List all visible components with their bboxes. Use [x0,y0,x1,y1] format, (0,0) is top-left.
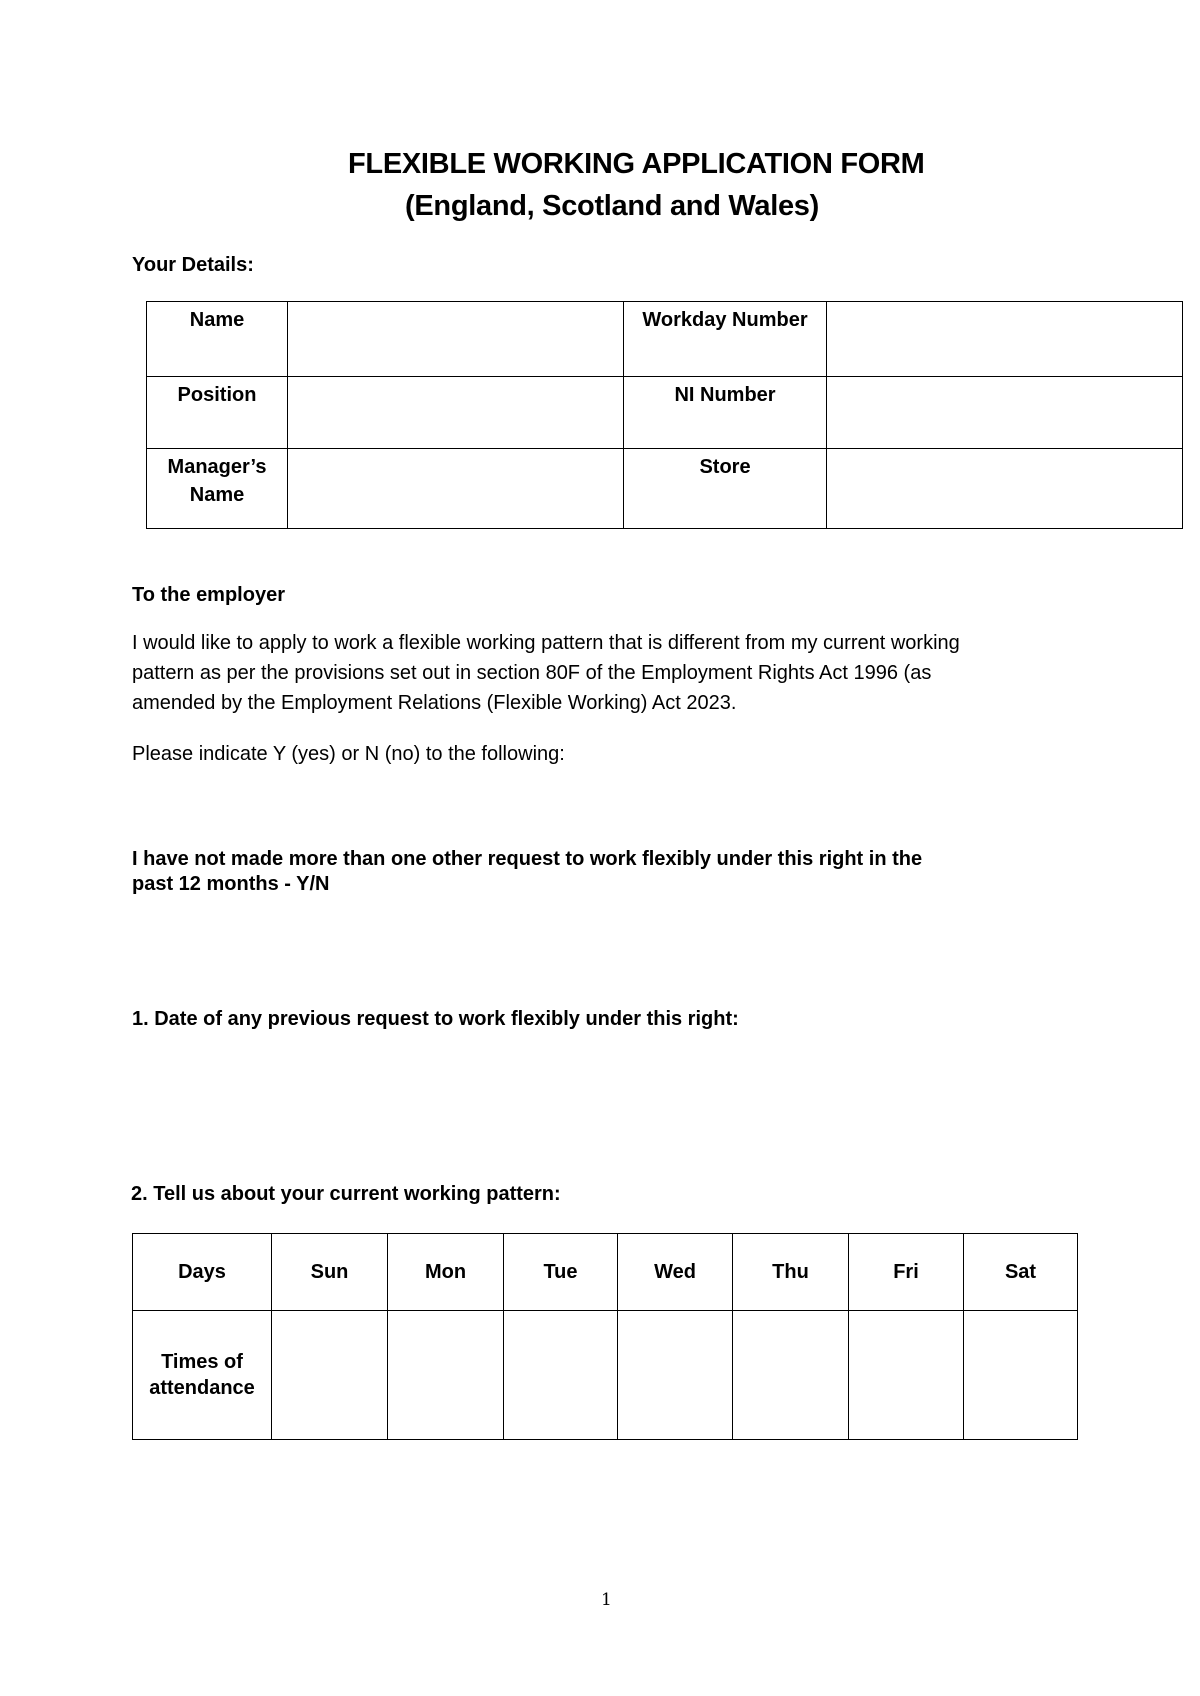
employer-heading: To the employer [132,584,285,606]
times-field-mon[interactable] [388,1311,504,1440]
ni-number-label: NI Number [624,377,827,449]
day-header-thu: Thu [733,1234,849,1311]
yn-instruction: Please indicate Y (yes) or N (no) to the following: [132,743,565,765]
statement-line: past 12 months - Y/N [132,873,330,895]
days-row [133,1234,1078,1311]
page-number: 1 [601,1590,612,1610]
store-label: Store [624,449,827,529]
position-field[interactable] [288,377,624,449]
paragraph-line: pattern as per the provisions set out in section 80F of the Employment Rights Act 1996 (as [132,662,932,684]
question-2-label: 2. Tell us about your current working pattern: [131,1183,561,1205]
position-label: Position [147,377,288,449]
times-field-sat[interactable] [964,1311,1078,1440]
times-field-thu[interactable] [733,1311,849,1440]
times-field-sun[interactable] [272,1311,388,1440]
workday-number-label: Workday Number [624,302,827,377]
times-row [133,1311,1078,1440]
details-row [147,377,1183,449]
details-row [147,302,1183,377]
day-header-sun: Sun [272,1234,388,1311]
previous-request-statement [132,847,922,897]
working-pattern-table [132,1233,1078,1440]
day-header-sat: Sat [964,1234,1078,1311]
statement-line: I have not made more than one other request to work flexibly under this right in the [132,848,923,870]
times-field-fri[interactable] [849,1311,964,1440]
managers-name-label: Manager’s Name [147,449,288,529]
day-header-wed: Wed [618,1234,733,1311]
paragraph-line: amended by the Employment Relations (Flexible Working) Act 2023. [132,692,737,714]
day-header-mon: Mon [388,1234,504,1311]
form-title: FLEXIBLE WORKING APPLICATION FORM [348,148,925,180]
managers-name-field[interactable] [288,449,624,529]
details-table [146,301,1183,529]
day-header-fri: Fri [849,1234,964,1311]
employer-paragraph [132,628,960,718]
times-field-tue[interactable] [504,1311,618,1440]
details-row [147,449,1183,529]
name-field[interactable] [288,302,624,377]
store-field[interactable] [827,449,1183,529]
paragraph-line: I would like to apply to work a flexible working pattern that is different from my current working [132,632,960,654]
your-details-heading: Your Details: [132,254,254,276]
times-field-wed[interactable] [618,1311,733,1440]
name-label: Name [147,302,288,377]
day-header-tue: Tue [504,1234,618,1311]
days-header: Days [133,1234,272,1311]
workday-number-field[interactable] [827,302,1183,377]
form-subtitle: (England, Scotland and Wales) [405,190,819,222]
question-1-label: 1. Date of any previous request to work flexibly under this right: [132,1008,739,1030]
times-of-attendance-label: Times of attendance [133,1311,272,1440]
ni-number-field[interactable] [827,377,1183,449]
